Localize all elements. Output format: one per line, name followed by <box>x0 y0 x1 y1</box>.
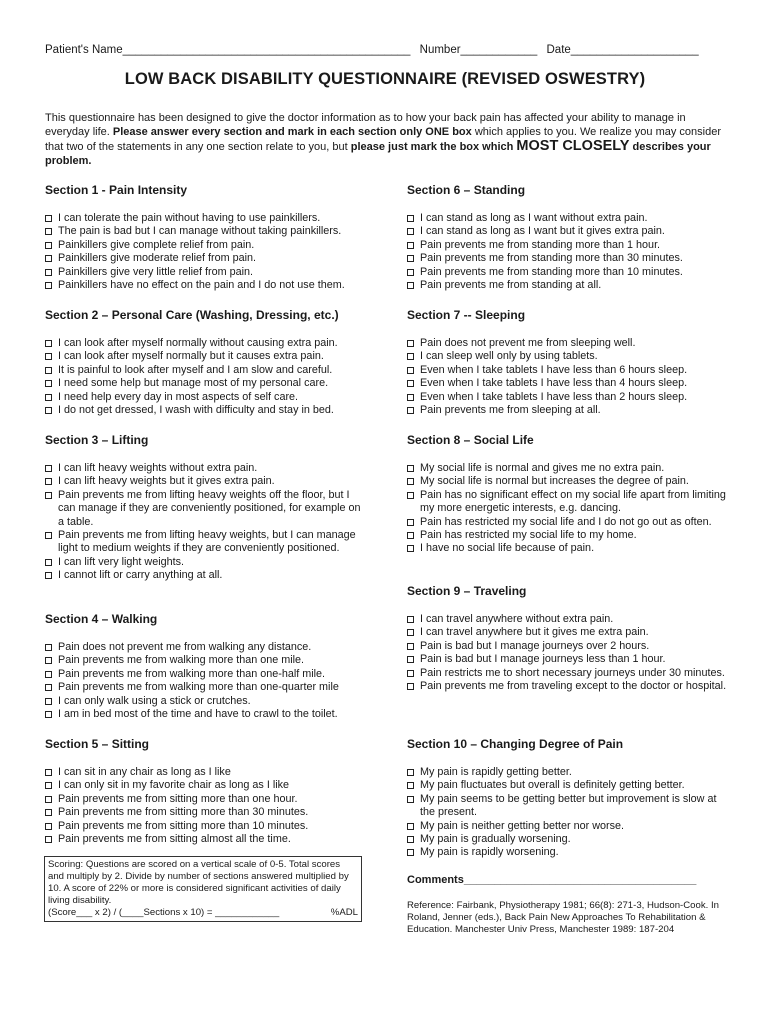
section-title: Section 3 – Lifting <box>45 433 149 447</box>
list-item[interactable]: I can only walk using a stick or crutches. <box>45 695 365 708</box>
list-item[interactable]: My pain is gradually worsening. <box>407 833 727 846</box>
checkbox[interactable] <box>45 671 52 678</box>
list-item[interactable]: It is painful to look after myself and I am slow and careful. <box>45 364 365 377</box>
checkbox[interactable] <box>407 796 414 803</box>
list-item[interactable]: Pain prevents me from traveling except to the doctor or hospital. <box>407 680 727 693</box>
checkbox[interactable] <box>407 255 414 262</box>
checkbox[interactable] <box>407 629 414 636</box>
list-item[interactable]: Pain prevents me from lifting heavy weights off the floor, but I can manage if they are conveniently positioned, for example on a table. <box>45 489 365 529</box>
intro-text-2: which applies to you. We realize you may consider that two of the statements in any one section relate to you, but <box>45 126 722 153</box>
checkbox[interactable] <box>407 836 414 843</box>
checkbox[interactable] <box>45 282 52 289</box>
checkbox[interactable] <box>407 519 414 526</box>
section-1 <box>45 183 365 292</box>
checkbox[interactable] <box>407 282 414 289</box>
list-item[interactable]: Pain prevents me from sitting more than one hour. <box>45 793 365 806</box>
checkbox[interactable] <box>407 215 414 222</box>
checkbox[interactable] <box>45 367 52 374</box>
checkbox[interactable] <box>407 656 414 663</box>
section-7 <box>407 308 727 417</box>
checkbox[interactable] <box>407 532 414 539</box>
option-list <box>407 337 727 417</box>
list-item[interactable]: Pain prevents me from standing more than 30 minutes. <box>407 252 727 265</box>
intro-paragraph <box>45 111 729 168</box>
list-item[interactable]: Pain prevents me from sitting almost all the time. <box>45 833 365 846</box>
list-item[interactable]: Pain prevents me from lifting heavy weights, but I can manage light to medium weights if they are conveniently positioned. <box>45 529 365 556</box>
list-item[interactable]: Pain prevents me from standing more than 10 minutes. <box>407 266 727 279</box>
section-2 <box>45 308 365 417</box>
formula-left: (Score___ x 2) / (____Sections x 10) = ____________ <box>48 907 280 918</box>
list-item[interactable]: Painkillers have no effect on the pain and I do not use them. <box>45 279 365 292</box>
option-list <box>45 641 365 721</box>
checkbox[interactable] <box>45 255 52 262</box>
section-8 <box>407 433 727 556</box>
list-item[interactable]: I can lift very light weights. <box>45 556 365 569</box>
intro-bold-1: Please answer every section and mark in each section only ONE box <box>112 126 472 138</box>
section-title: Section 2 – Personal Care (Washing, Dressing, etc.) <box>45 308 339 322</box>
list-item[interactable]: Painkillers give moderate relief from pain. <box>45 252 365 265</box>
checkbox[interactable] <box>407 478 414 485</box>
checkbox[interactable] <box>407 616 414 623</box>
list-item[interactable]: Pain has restricted my social life to my home. <box>407 529 727 542</box>
checkbox[interactable] <box>45 407 52 414</box>
intro-text-1: This questionnaire has been designed to give the doctor information as to how your back pain has affected your ability to manage in everyday life. <box>45 112 686 138</box>
intro-bold-3: describes your problem. <box>45 141 711 167</box>
checkbox[interactable] <box>45 478 52 485</box>
list-item[interactable]: My social life is normal and gives me no extra pain. <box>407 462 727 475</box>
list-item[interactable]: Pain has no significant effect on my social life apart from limiting my more energetic interests, e.g. dancing. <box>407 489 727 516</box>
checkbox[interactable] <box>45 492 52 499</box>
checkbox[interactable] <box>45 782 52 789</box>
list-item[interactable]: Pain prevents me from walking more than one-quarter mile <box>45 681 365 694</box>
option-list <box>407 766 727 860</box>
section-title: Section 10 – Changing Degree of Pain <box>407 737 624 751</box>
section-title: Section 9 – Traveling <box>407 584 527 598</box>
checkbox[interactable] <box>45 836 52 843</box>
list-item[interactable]: I do not get dressed, I wash with difficulty and stay in bed. <box>45 404 365 417</box>
checkbox[interactable] <box>407 465 414 472</box>
list-item[interactable]: I cannot lift or carry anything at all. <box>45 569 365 582</box>
checkbox[interactable] <box>407 769 414 776</box>
list-item[interactable]: Pain prevents me from sitting more than 30 minutes. <box>45 806 365 819</box>
list-item[interactable]: Even when I take tablets I have less than 6 hours sleep. <box>407 364 727 377</box>
checkbox[interactable] <box>407 670 414 677</box>
intro-emphasis: MOST CLOSELY <box>516 138 630 154</box>
checkbox[interactable] <box>407 492 414 499</box>
checkbox[interactable] <box>45 269 52 276</box>
checkbox[interactable] <box>407 782 414 789</box>
checkbox[interactable] <box>45 228 52 235</box>
list-item[interactable]: My pain is rapidly getting better. <box>407 766 727 779</box>
checkbox[interactable] <box>45 572 52 579</box>
list-item[interactable]: Pain does not prevent me from sleeping well. <box>407 337 727 350</box>
list-item[interactable]: I can stand as long as I want without extra pain. <box>407 212 727 225</box>
checkbox[interactable] <box>407 228 414 235</box>
page-title: LOW BACK DISABILITY QUESTIONNAIRE (REVISED OSWESTRY) <box>124 70 646 88</box>
patient-info-line <box>45 44 735 56</box>
list-item[interactable]: I need help every day in most aspects of self care. <box>45 391 365 404</box>
scoring-text: Scoring: Questions are scored on a vertical scale of 0-5. Total scores and multiply by 2. Divide by number of sections answered multiplied by 10. A score of 22% or more is considered significant activities of daily living disability. <box>48 859 349 906</box>
checkbox[interactable] <box>407 394 414 401</box>
list-item[interactable]: Pain does not prevent me from walking any distance. <box>45 641 365 654</box>
checkbox[interactable] <box>45 698 52 705</box>
section-6 <box>407 183 727 292</box>
checkbox[interactable] <box>407 242 414 249</box>
section-title: Section 4 – Walking <box>45 612 158 626</box>
list-item[interactable]: Pain is bad but I manage journeys over 2 hours. <box>407 640 727 653</box>
list-item[interactable]: Pain prevents me from standing more than 1 hour. <box>407 239 727 252</box>
checkbox[interactable] <box>45 711 52 718</box>
section-5 <box>45 737 365 846</box>
list-item[interactable]: I can lift heavy weights without extra pain. <box>45 462 365 475</box>
list-item[interactable]: I can look after myself normally without causing extra pain. <box>45 337 365 350</box>
section-9 <box>407 584 727 693</box>
list-item[interactable]: I need some help but manage most of my personal care. <box>45 377 365 390</box>
checkbox[interactable] <box>407 683 414 690</box>
list-item[interactable]: Even when I take tablets I have less than 4 hours sleep. <box>407 377 727 390</box>
list-item[interactable]: My pain is rapidly worsening. <box>407 846 727 859</box>
list-item[interactable]: I can stand as long as I want but it gives extra pain. <box>407 225 727 238</box>
checkbox[interactable] <box>407 643 414 650</box>
number-field[interactable]: Number____________ <box>419 44 538 56</box>
section-title: Section 5 – Sitting <box>45 737 150 751</box>
list-item[interactable]: I can lift heavy weights but it gives extra pain. <box>45 475 365 488</box>
list-item[interactable]: Pain prevents me from walking more than one-half mile. <box>45 668 365 681</box>
checkbox[interactable] <box>407 823 414 830</box>
checkbox[interactable] <box>45 394 52 401</box>
option-list <box>407 613 727 693</box>
list-item[interactable]: My pain is neither getting better nor worse. <box>407 820 727 833</box>
checkbox[interactable] <box>407 367 414 374</box>
list-item[interactable]: I have no social life because of pain. <box>407 542 727 555</box>
list-item[interactable]: I can travel anywhere without extra pain. <box>407 613 727 626</box>
date-field[interactable]: Date____________________ <box>546 44 699 56</box>
checkbox[interactable] <box>45 796 52 803</box>
list-item[interactable]: Pain has restricted my social life and I do not go out as often. <box>407 516 727 529</box>
checkbox[interactable] <box>407 545 414 552</box>
checkbox[interactable] <box>45 242 52 249</box>
checkbox[interactable] <box>45 380 52 387</box>
checkbox[interactable] <box>45 559 52 566</box>
list-item[interactable]: I can sleep well only by using tablets. <box>407 350 727 363</box>
checkbox[interactable] <box>45 353 52 360</box>
list-item[interactable]: My pain fluctuates but overall is definitely getting better. <box>407 779 727 792</box>
option-list <box>45 462 365 583</box>
section-title: Section 7 -- Sleeping <box>407 308 526 322</box>
list-item[interactable]: I can look after myself normally but it causes extra pain. <box>45 350 365 363</box>
checkbox[interactable] <box>45 532 52 539</box>
checkbox[interactable] <box>407 849 414 856</box>
checkbox[interactable] <box>45 340 52 347</box>
checkbox[interactable] <box>407 340 414 347</box>
checkbox[interactable] <box>45 809 52 816</box>
list-item[interactable]: Pain prevents me from sitting more than 10 minutes. <box>45 820 365 833</box>
patient-name-field[interactable]: Patient's Name_____________________________________________ <box>45 44 411 56</box>
section-3 <box>45 433 365 583</box>
section-title: Section 8 – Social Life <box>407 433 534 447</box>
option-list <box>45 766 365 846</box>
checkbox[interactable] <box>407 380 414 387</box>
option-list <box>407 462 727 556</box>
list-item[interactable]: The pain is bad but I can manage without taking painkillers. <box>45 225 365 238</box>
list-item[interactable]: Even when I take tablets I have less than 2 hours sleep. <box>407 391 727 404</box>
checkbox[interactable] <box>45 823 52 830</box>
section-title: Section 1 - Pain Intensity <box>45 183 188 197</box>
checkbox[interactable] <box>45 215 52 222</box>
list-item[interactable]: My pain seems to be getting better but improvement is slow at the present. <box>407 793 727 820</box>
list-item[interactable]: Painkillers give very little relief from pain. <box>45 266 365 279</box>
formula-right: %ADL <box>330 907 358 918</box>
intro-bold-2: please just mark the box which <box>350 141 514 153</box>
list-item[interactable]: I can travel anywhere but it gives me extra pain. <box>407 626 727 639</box>
checkbox[interactable] <box>45 769 52 776</box>
comments-field[interactable]: Comments______________________________________ <box>407 874 697 886</box>
checkbox[interactable] <box>407 353 414 360</box>
section-10 <box>407 737 727 860</box>
section-title: Section 6 – Standing <box>407 183 526 197</box>
checkbox[interactable] <box>45 644 52 651</box>
list-item[interactable]: I can sit in any chair as long as I like <box>45 766 365 779</box>
list-item[interactable]: I can only sit in my favorite chair as long as I like <box>45 779 365 792</box>
list-item[interactable]: Pain prevents me from standing at all. <box>407 279 727 292</box>
checkbox[interactable] <box>407 269 414 276</box>
option-list <box>45 337 365 417</box>
list-item[interactable]: Pain prevents me from walking more than one mile. <box>45 654 365 667</box>
option-list <box>407 212 727 292</box>
section-4 <box>45 612 365 721</box>
list-item[interactable]: Pain restricts me to short necessary journeys under 30 minutes. <box>407 667 727 680</box>
reference-text: Reference: Fairbank, Physiotherapy 1981; 66(8): 271-3, Hudson-Cook. In Roland, Jenner (eds.), Back Pain New Approaches To Rehabilitation & Education. Manchester Univ Press, Manchester 1989: 187-204 <box>407 900 719 935</box>
checkbox[interactable] <box>45 684 52 691</box>
checkbox[interactable] <box>45 657 52 664</box>
list-item[interactable]: I am in bed most of the time and have to crawl to the toilet. <box>45 708 365 721</box>
list-item[interactable]: Pain is bad but I manage journeys less than 1 hour. <box>407 653 727 666</box>
list-item[interactable]: Pain prevents me from sleeping at all. <box>407 404 727 417</box>
scoring-formula[interactable] <box>48 907 358 919</box>
list-item[interactable]: I can tolerate the pain without having to use painkillers. <box>45 212 365 225</box>
option-list <box>45 212 365 292</box>
checkbox[interactable] <box>45 465 52 472</box>
list-item[interactable]: My social life is normal but increases the degree of pain. <box>407 475 727 488</box>
list-item[interactable]: Painkillers give complete relief from pain. <box>45 239 365 252</box>
scoring-box <box>44 856 362 922</box>
checkbox[interactable] <box>407 407 414 414</box>
